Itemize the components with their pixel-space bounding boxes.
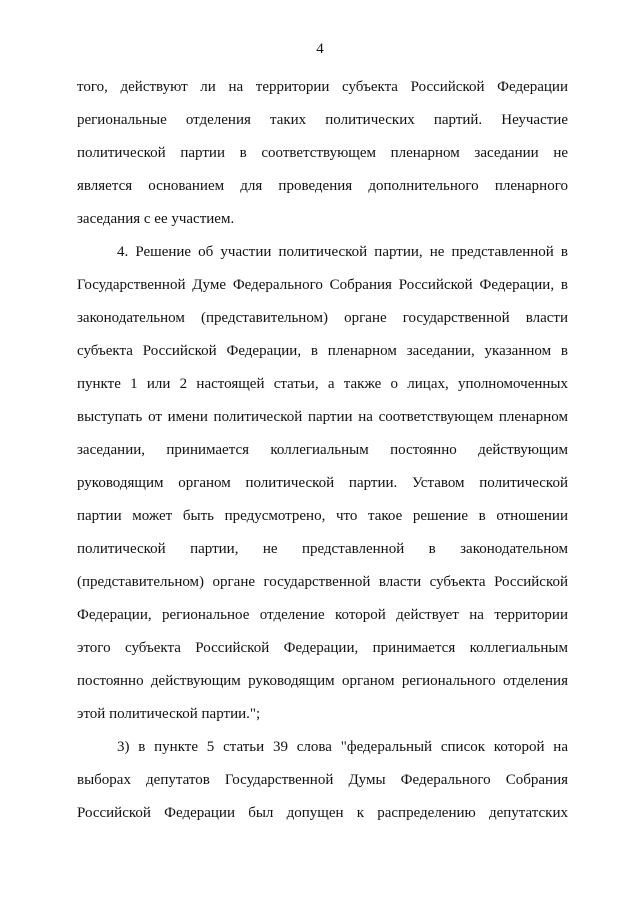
text-line: заседания с ее участием. bbox=[77, 211, 235, 227]
text-line: пункте 1 или 2 настоящей статьи, а также о лицах, уполномоченных bbox=[77, 376, 568, 392]
text-line: партии может быть предусмотрено, что такое решение в отношении bbox=[77, 508, 568, 524]
text-line: этой политической партии."; bbox=[77, 706, 261, 722]
text-line: законодательном (представительном) органе государственной власти bbox=[77, 310, 568, 326]
text-line: постоянно действующим руководящим органом регионального отделения bbox=[77, 673, 568, 689]
text-line: субъекта Российской Федерации, в пленарном заседании, указанном в bbox=[77, 343, 568, 359]
paragraph-start-line: 4. Решение об участии политической партии, не представленной в bbox=[117, 244, 568, 260]
text-line: заседании, принимается коллегиальным постоянно действующим bbox=[77, 442, 568, 458]
text-line: (представительном) органе государственной власти субъекта Российской bbox=[77, 574, 568, 590]
text-line: является основанием для проведения дополнительного пленарного bbox=[77, 178, 568, 194]
text-line: выборах депутатов Государственной Думы Федерального Собрания bbox=[77, 772, 568, 788]
text-line: Государственной Думе Федерального Собрания Российской Федерации, в bbox=[77, 277, 568, 293]
text-line: политической партии в соответствующем пленарном заседании не bbox=[77, 145, 568, 161]
text-line: этого субъекта Российской Федерации, принимается коллегиальным bbox=[77, 640, 568, 656]
text-line: Федерации, региональное отделение которой действует на территории bbox=[77, 607, 568, 623]
page-number: 4 bbox=[316, 41, 324, 57]
paragraph-start-line: 3) в пункте 5 статьи 39 слова "федеральный список которой на bbox=[117, 739, 568, 755]
text-line: выступать от имени политической партии на соответствующем пленарном bbox=[77, 409, 568, 425]
text-line: руководящим органом политической партии. Уставом политической bbox=[77, 475, 568, 491]
text-line: политической партии, не представленной в законодательном bbox=[77, 541, 568, 557]
text-line: региональные отделения таких политических партий. Неучастие bbox=[77, 112, 568, 128]
text-line: Российской Федерации был допущен к распределению депутатских bbox=[77, 805, 568, 821]
text-line: того, действуют ли на территории субъекта Российской Федерации bbox=[77, 79, 568, 95]
